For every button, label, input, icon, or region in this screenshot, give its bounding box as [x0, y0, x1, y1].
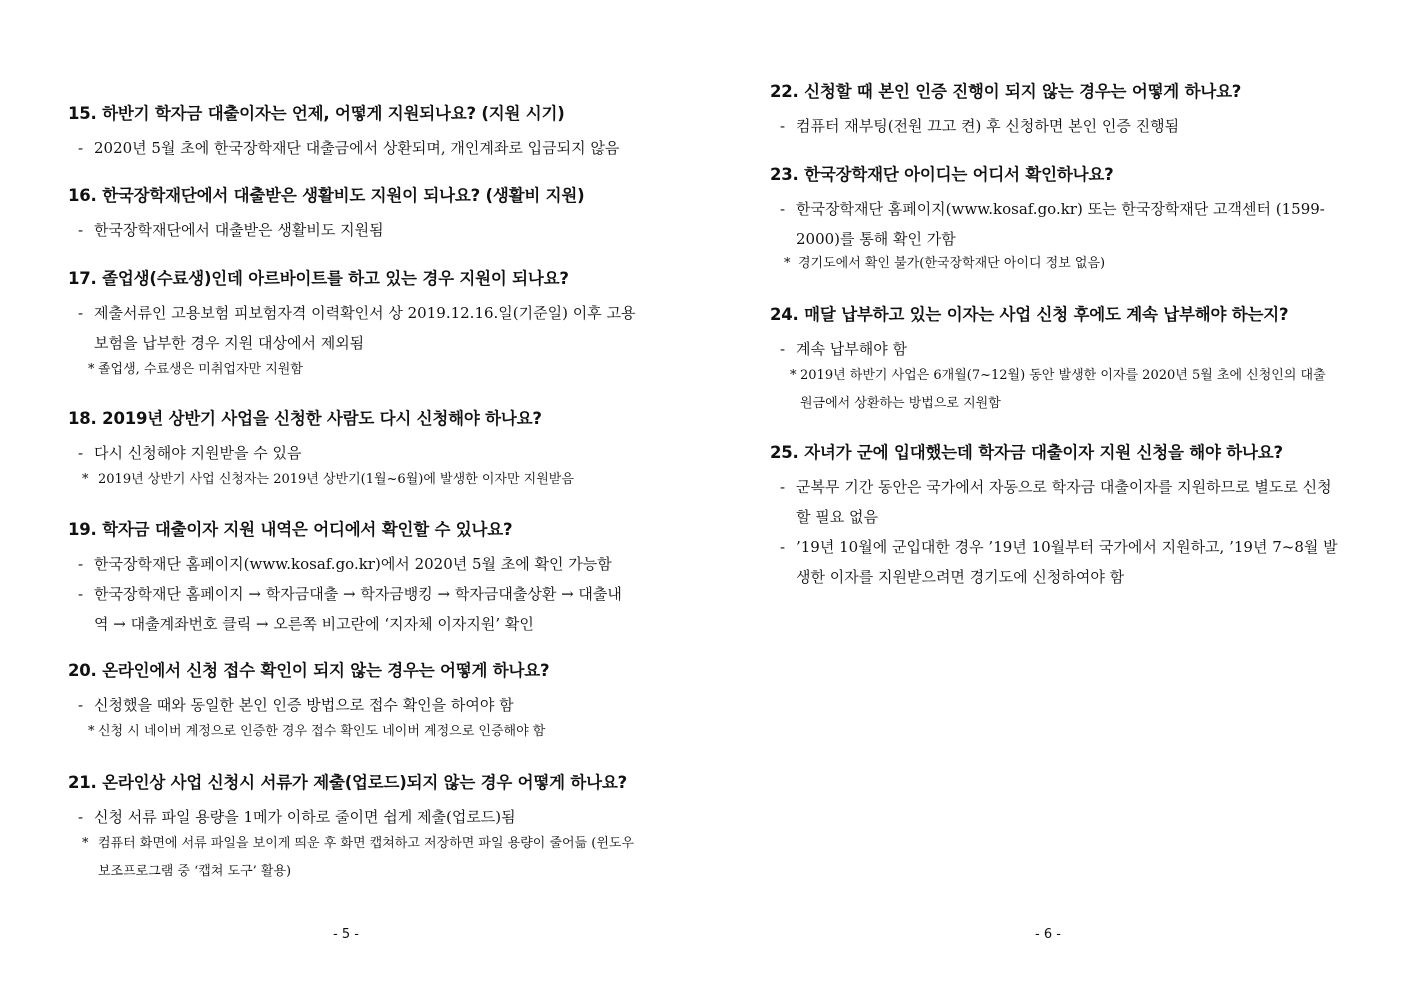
right-page	[770, 0, 1345, 992]
faq-item-17	[68, 268, 638, 384]
faq-item-20	[68, 660, 549, 746]
question-title: 16. 한국장학재단에서 대출받은 생활비도 지원이 되나요? (생활비 지원)	[68, 186, 585, 205]
question-title: 21. 온라인상 사업 신청시 서류가 제출(업로드)되지 않는 경우 어떻게 하나요?	[68, 773, 628, 792]
answer: - 신청 서류 파일 용량을 1메가 이하로 줄이면 쉽게 제출(업로드)됨	[68, 802, 638, 832]
faq-item-24	[770, 304, 1345, 418]
answer: - ’19년 10월에 군입대한 경우 ’19년 10월부터 국가에서 지원하고, ’19년 7~8월 발생한 이자를 지원받으려면 경기도에 신청하여야 함	[770, 532, 1341, 592]
faq-item-19	[68, 519, 638, 639]
faq-item-16	[68, 185, 584, 245]
answer: - 신청했을 때와 동일한 본인 인증 방법으로 접수 확인을 하여야 함	[68, 690, 549, 720]
page-number: - 5 -	[333, 927, 359, 942]
note: * 2019년 하반기 사업은 6개월(7~12월) 동안 발생한 이자를 2020년 5월 초에 신청인의 대출 원금에서 상환하는 방법으로 지원함	[770, 362, 1340, 418]
answer: - 제출서류인 고용보험 피보험자격 이력확인서 상 2019.12.16.일(기준일) 이후 고용보험을 납부한 경우 지원 대상에서 제외됨	[68, 298, 636, 358]
question-title: 24. 매달 납부하고 있는 이자는 사업 신청 후에도 계속 납부해야 하는지?	[770, 305, 1289, 324]
question-title: 19. 학자금 대출이자 지원 내역은 어디에서 확인할 수 있나요?	[68, 520, 513, 539]
answer: - 한국장학재단 홈페이지 → 학자금대출 → 학자금뱅킹 → 학자금대출상환 → 대출내역 → 대출계좌번호 클릭 → 오른쪽 비고란에 ‘지자체 이자지원’ 확인	[68, 579, 636, 639]
faq-item-18	[68, 408, 574, 494]
faq-item-25	[770, 442, 1345, 592]
answer: - 한국장학재단에서 대출받은 생활비도 지원됨	[68, 215, 584, 245]
left-page	[68, 0, 648, 992]
note: * 2019년 상반기 사업 신청자는 2019년 상반기(1월~6월)에 발생한 이자만 지원받음	[68, 466, 574, 494]
note: * 컴퓨터 화면에 서류 파일을 보이게 띄운 후 화면 캡쳐하고 저장하면 파일 용량이 줄어듦 (윈도우 보조프로그램 중 ‘캡쳐 도구’ 활용)	[68, 830, 638, 886]
page-number: - 6 -	[1035, 927, 1061, 942]
faq-item-22	[770, 81, 1241, 141]
question-title: 23. 한국장학재단 아이디는 어디서 확인하나요?	[770, 165, 1114, 184]
answer: - 다시 신청해야 지원받을 수 있음	[68, 438, 574, 468]
question-title: 20. 온라인에서 신청 접수 확인이 되지 않는 경우는 어떻게 하나요?	[68, 661, 550, 680]
answer: - 군복무 기간 동안은 국가에서 자동으로 학자금 대출이자를 지원하므로 별도로 신청할 필요 없음	[770, 472, 1341, 532]
faq-item-23	[770, 164, 1340, 278]
answer: - 계속 납부해야 함	[770, 334, 1345, 364]
question-title: 18. 2019년 상반기 사업을 신청한 사람도 다시 신청해야 하나요?	[68, 409, 542, 428]
answer: - 한국장학재단 홈페이지(www.kosaf.go.kr)에서 2020년 5월 초에 확인 가능함	[68, 549, 638, 579]
question-title: 17. 졸업생(수료생)인데 아르바이트를 하고 있는 경우 지원이 되나요?	[68, 269, 569, 288]
question-title: 15. 하반기 학자금 대출이자는 언제, 어떻게 지원되나요? (지원 시기)	[68, 104, 565, 123]
answer: - 한국장학재단 홈페이지(www.kosaf.go.kr) 또는 한국장학재단 고객센터 (1599-2000)를 통해 확인 가함	[770, 194, 1338, 254]
note: * 졸업생, 수료생은 미취업자만 지원함	[68, 356, 638, 384]
faq-item-21	[68, 772, 638, 886]
question-title: 22. 신청할 때 본인 인증 진행이 되지 않는 경우는 어떻게 하나요?	[770, 82, 1242, 101]
note: * 신청 시 네이버 계정으로 인증한 경우 접수 확인도 네이버 계정으로 인증해야 함	[68, 718, 549, 746]
answer: - 컴퓨터 재부팅(전원 끄고 켠) 후 신청하면 본인 인증 진행됨	[770, 111, 1241, 141]
faq-item-15	[68, 103, 619, 163]
answer: - 2020년 5월 초에 한국장학재단 대출금에서 상환되며, 개인계좌로 입금되지 않음	[68, 133, 619, 163]
question-title: 25. 자녀가 군에 입대했는데 학자금 대출이자 지원 신청을 해야 하나요?	[770, 443, 1283, 462]
note: * 경기도에서 확인 불가(한국장학재단 아이디 정보 없음)	[770, 250, 1340, 278]
